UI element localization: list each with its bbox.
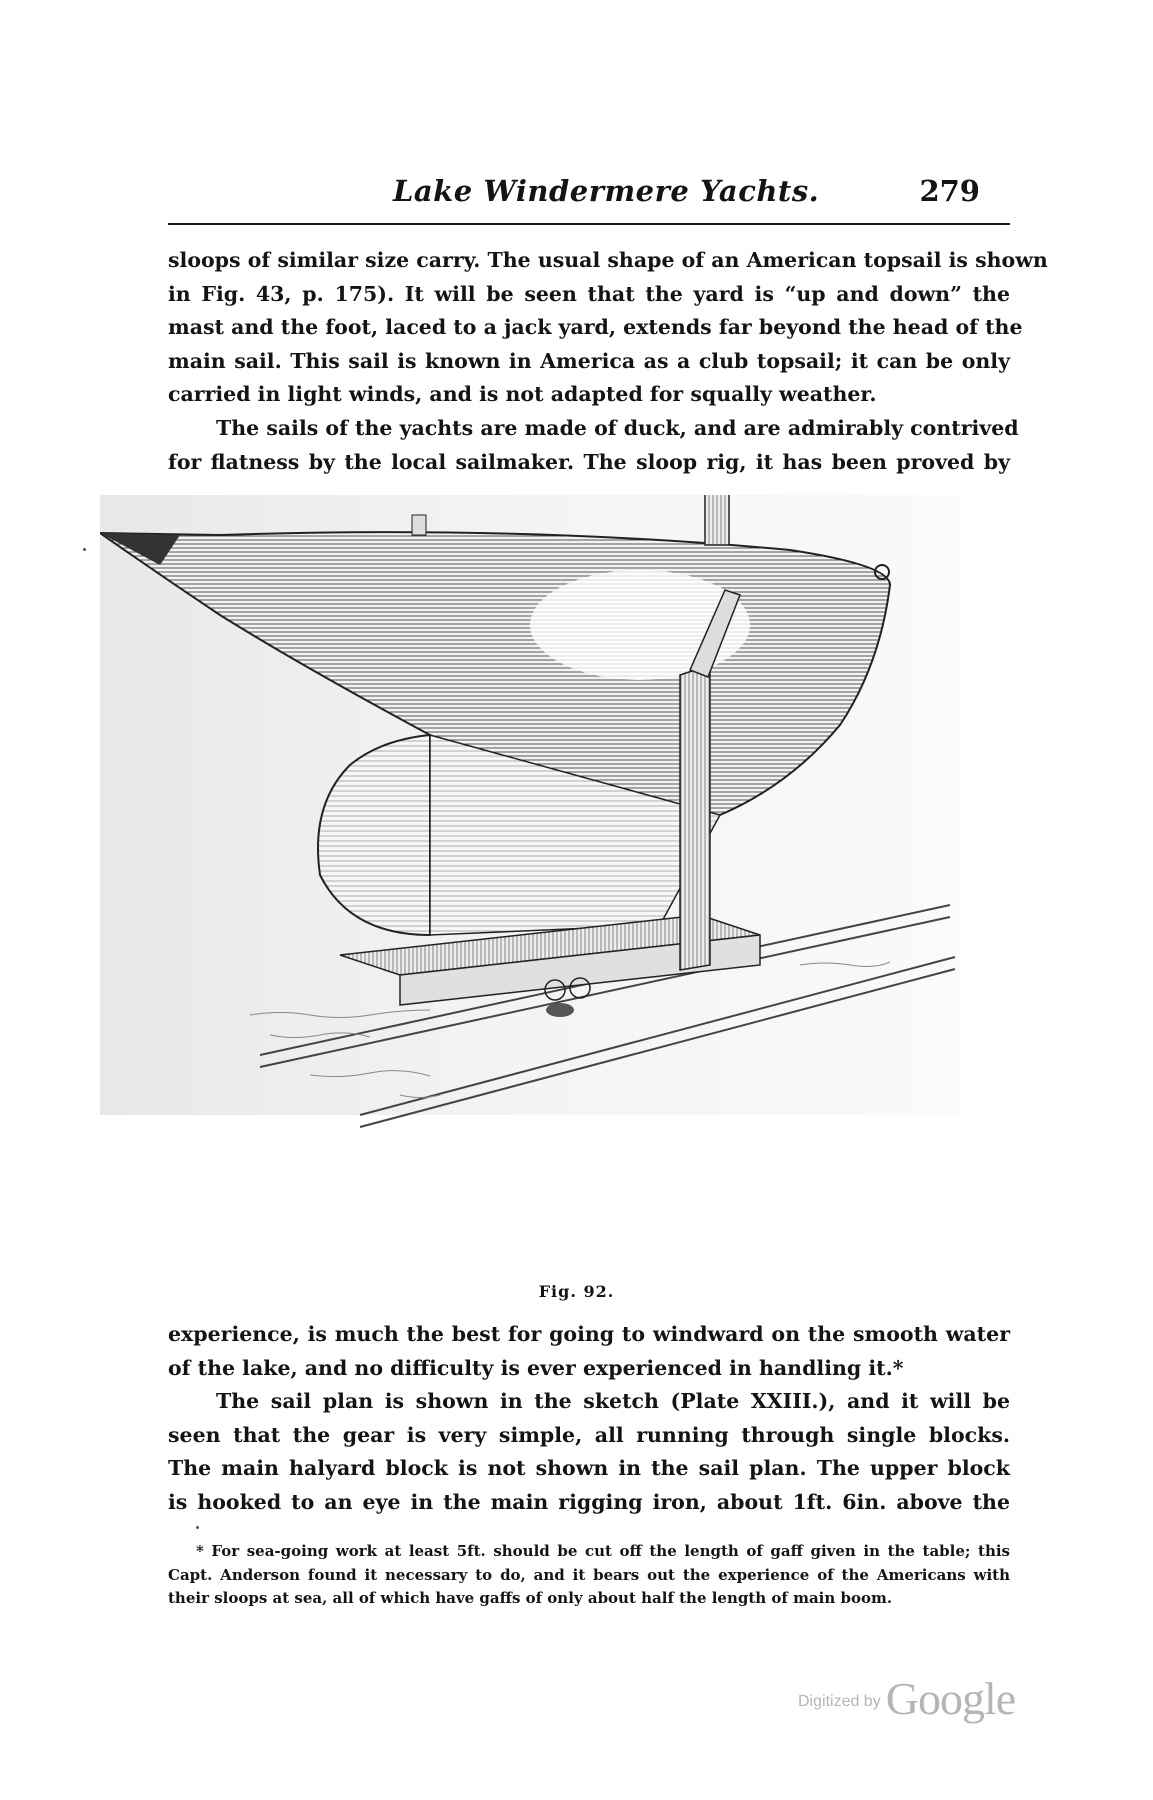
text-line: carried in light winds, and is not adapted for squally weather. (168, 382, 877, 406)
paragraph-experience (168, 1318, 1010, 1385)
paragraph-sail-plan (168, 1385, 1010, 1519)
google-logo: Google (885, 1673, 1016, 1724)
running-title: Lake Windermere Yachts. (393, 174, 820, 208)
page-number: 279 (919, 174, 980, 208)
text-line: for flatness by the local sailmaker. The sloop rig, it has been proved by (168, 449, 1010, 474)
text-line: in Fig. 43, p. 175). It will be seen that the yard is “up and down” the (168, 281, 1010, 306)
text-line: main sail. This sail is known in America as a club topsail; it can be only (168, 348, 1010, 373)
text-line: of the lake, and no difficulty is ever experienced in handling it.* (168, 1355, 904, 1380)
figure-caption: Fig. 92. (538, 1282, 615, 1301)
text-line: mast and the foot, laced to a jack yard, extends far beyond the head of the (168, 315, 1023, 339)
paragraph-sails (168, 412, 1019, 479)
text-line: sloops of similar size carry. The usual shape of an American topsail is shown (168, 248, 1048, 272)
text-line: is hooked to an eye in the main rigging iron, about 1ft. 6in. above the (168, 1489, 1010, 1514)
text-line: The sail plan is shown in the sketch (Plate XXIII.), and it will be (216, 1389, 1010, 1413)
text-line: seen that the gear is very simple, all running through single blocks. (168, 1422, 1010, 1447)
yacht-hull-illustration (100, 495, 1095, 1285)
digitized-watermark (798, 1672, 1015, 1725)
text-line: experience, is much the best for going to windward on the smooth water (168, 1322, 1010, 1346)
watermark-prefix: Digitized by (798, 1693, 881, 1710)
text-line: The main halyard block is not shown in the sail plan. The upper block (168, 1456, 1010, 1480)
text-line: The sails of the yachts are made of duck, and are admirably contrived (216, 416, 1019, 440)
footnote (168, 1540, 1010, 1611)
footnote-line: their sloops at sea, all of which have gaffs of only about half the length of main boom. (168, 1589, 893, 1607)
scan-speck (196, 1526, 199, 1529)
paragraph-topsail (168, 244, 1048, 412)
page-header (168, 168, 1010, 212)
scan-speck (83, 548, 86, 551)
figure-yacht-engraving (100, 495, 1095, 1285)
footnote-line: * For sea-going work at least 5ft. should be cut off the length of gaff given in the table; this (196, 1542, 1010, 1560)
footnote-line: Capt. Anderson found it necessary to do, and it bears out the experience of the Americans with (168, 1565, 1010, 1584)
header-rule (168, 223, 1010, 225)
